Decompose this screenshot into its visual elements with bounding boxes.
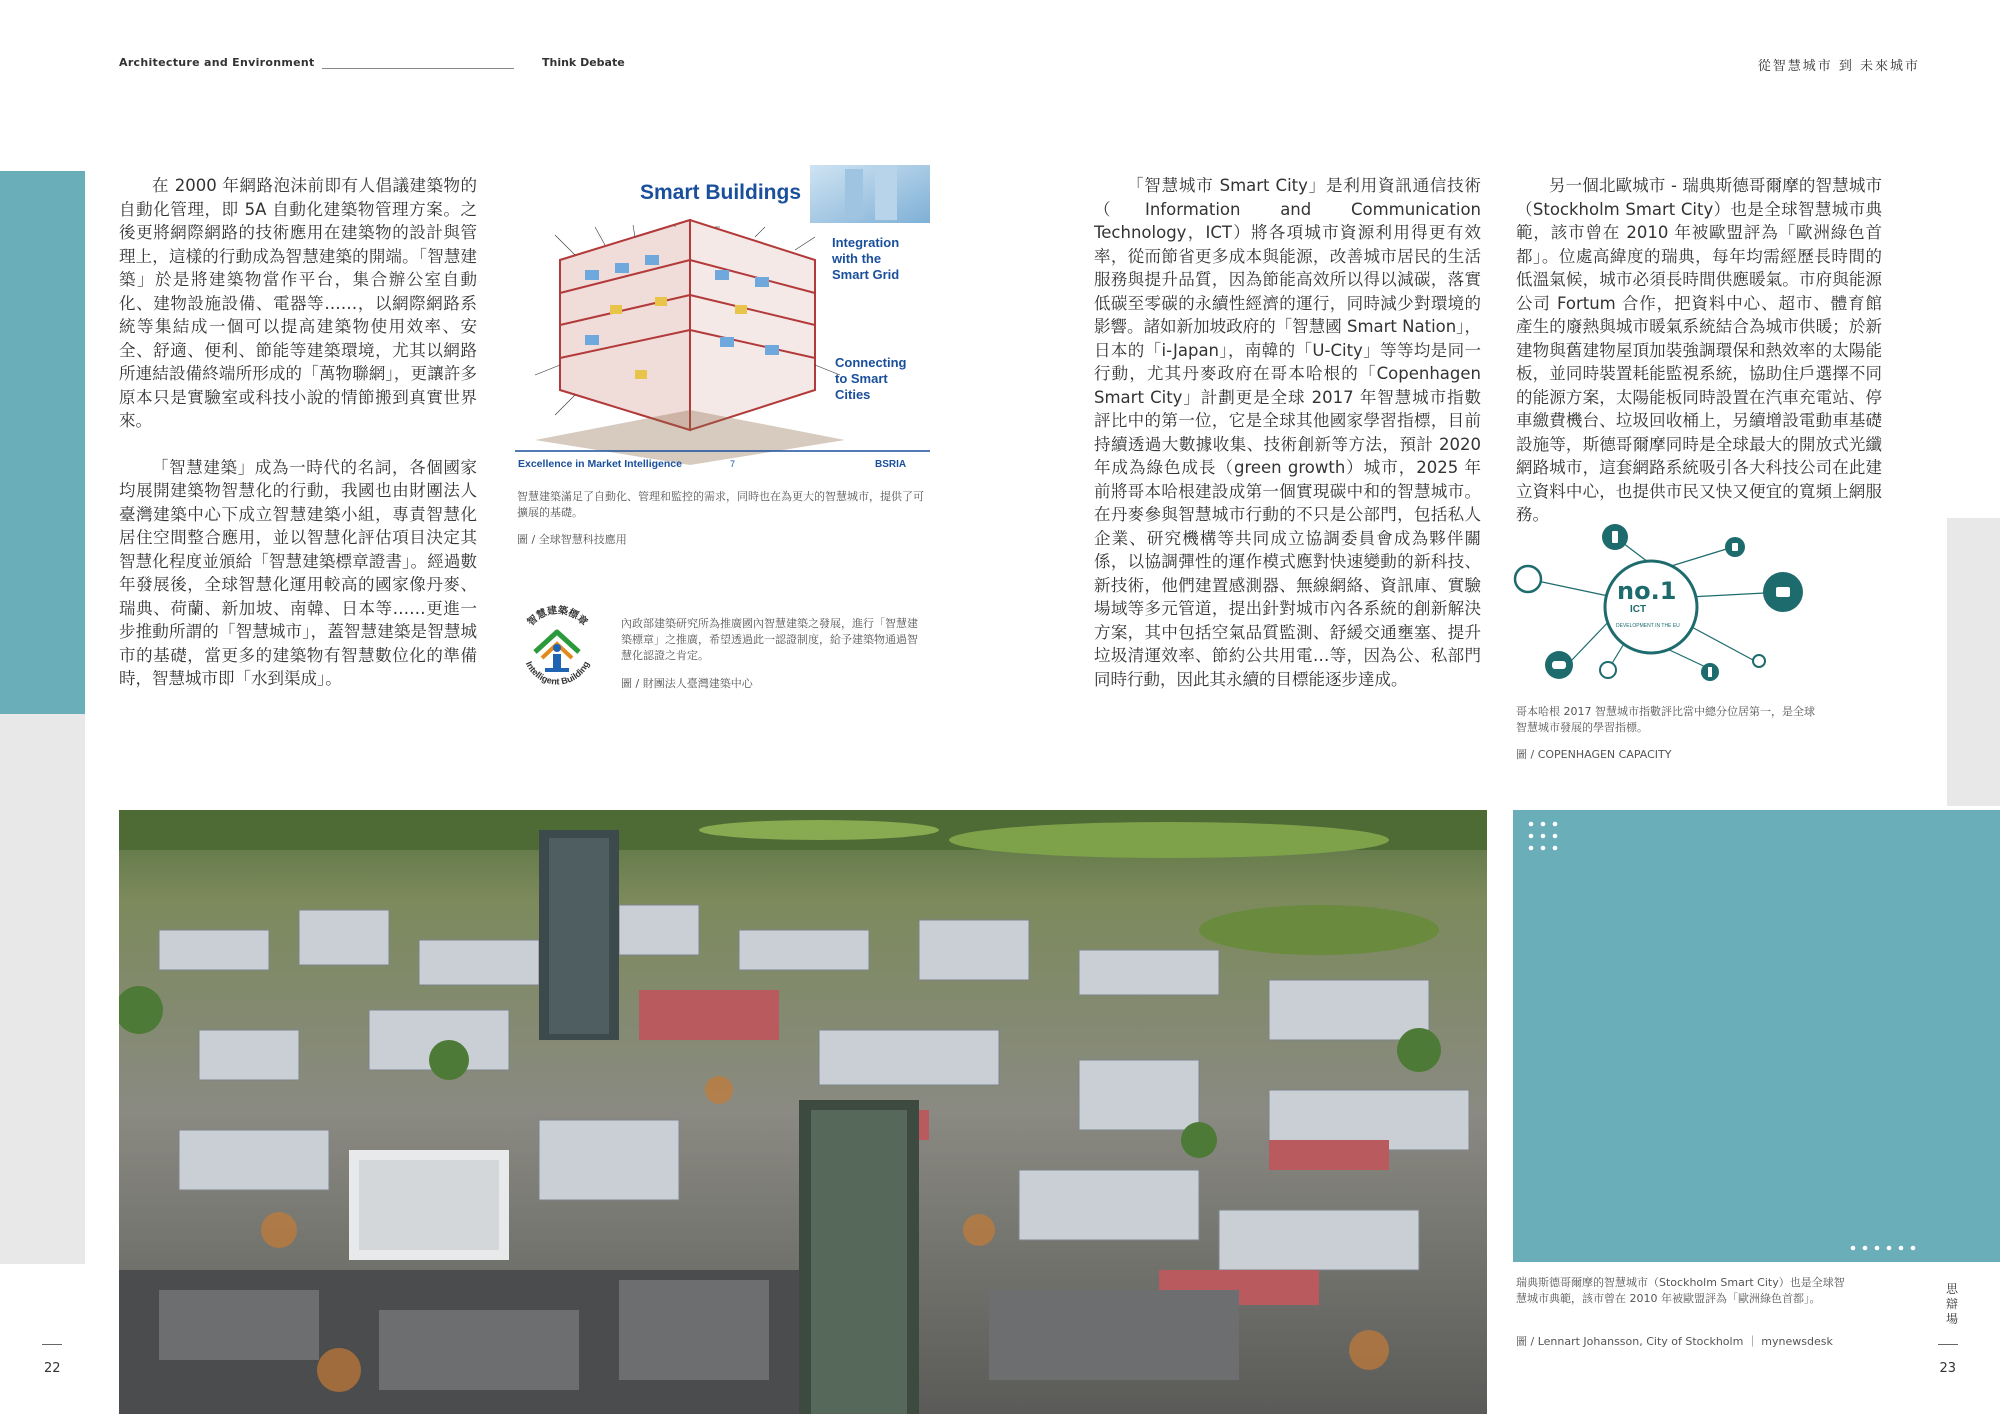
paragraph: 另一個北歐城市 - 瑞典斯德哥爾摩的智慧城市（Stockholm Smart City）也是全球智慧城市典範，該市曾在 2010 年被歐盟評為「歐洲綠色首都」。位處高緯度的瑞典，每年均需經歷長時間的低溫氣候，城市必須長時間供應暖氣。市府與能源公司 Fortum 合作，把資料中心、超市、體育館產生的廢熱與城市暖氣系統結合為城市供暖；於新建物與舊建物屋頂加裝強調環保和熱效率的太陽能板，並同時裝置耗能監視系統，協助住戶選擇不同的能源方案，太陽能板同時設置在汽車充電站、停車繳費機台、垃圾回收桶上，另續增設電動車基礎設施等，斯德哥爾摩同時是全球最大的開放式光纖網路城市，這套網路系統吸引各大科技公司在此建立資料中心，也提供市民又快又便宜的寬頻上網服務。 xyxy=(1516,176,1882,524)
figure-page: 7 xyxy=(730,459,736,469)
logo-caption: 內政部建築研究所為推廣國內智慧建築之發展，進行「智慧建築標章」之推廣，希望透過此一認證制度，給予建築物通過智慧化認證之肯定。 xyxy=(621,617,918,662)
page-number-right: 23 xyxy=(1939,1361,1956,1376)
ict-sub-text: DEVELOPMENT IN THE EU xyxy=(1616,623,1680,629)
grey-side-bar-right xyxy=(1947,518,2000,806)
column-3 xyxy=(1094,174,1481,714)
brand-label: BSRIA xyxy=(875,459,907,470)
intelligent-building-logo xyxy=(515,604,600,689)
cities-label: Connecting to Smart Cities xyxy=(835,355,907,402)
logo-credit: 圖 / 財團法人臺灣建築中心 xyxy=(621,677,753,690)
teal-decor-block xyxy=(1513,810,2000,1262)
section-side-tag: 思辯場 xyxy=(1945,1282,1958,1326)
column-label: Think Debate xyxy=(542,56,625,69)
figure-footer: Excellence in Market Intelligence xyxy=(518,458,682,470)
rank-text: no.1 xyxy=(1617,577,1677,605)
header-divider xyxy=(322,68,514,69)
page-number-left: 22 xyxy=(44,1361,61,1376)
copenhagen-caption: 哥本哈根 2017 智慧城市指數評比當中總分位居第一，是全球智慧城市發展的學習指標。 xyxy=(1516,705,1815,734)
smart-buildings-caption: 智慧建築滿足了自動化、管理和監控的需求，同時也在為更大的智慧城市，提供了可擴展的基礎。 xyxy=(517,490,924,519)
grid-label: Integration with the Smart Grid xyxy=(832,235,900,282)
grey-side-bar xyxy=(0,714,85,1264)
paragraph: 「智慧城市 Smart City」是利用資訊通信技術（Information and Communication Technology，ICT）將各項城市資源利用得更有效率，從而節省更多成本與能源，改善城市居民的生活服務與提升品質，因為節能高效所以得以減碳，落實低碳至零碳的永續性經濟的運行，同時減少對環境的影響。諸如新加坡政府的「智慧國 Smart Nation」，日本的「i-Japan」，南韓的「U-City」等等均是同一行動，尤其丹麥政府在哥本哈根的「Copenhagen Smart City」計劃更是全球 2017 年智慧城市指數評比中的第一位，它是全球其他國家學習指標，目前持續透過大數據收集、技術創新等方法，預計 2020 年成為綠色成長（green growth）城市，2025 年前將哥本哈根建設成第一個實現碳中和的智慧城市。在丹麥參與智慧城市行動的不只是公部門，包括私人企業、研究機構等共同成立協調委員會成為夥伴關係，以協調彈性的運作模式應對快速變動的新科技、新技術，他們建置感測器、無線網絡、資訊庫、實驗場域等多元管道，提出針對城市內各系統的創新解決方案，其中包括空氣品質監測、舒緩交通壅塞、提升垃圾清運效率、節約公共用電…等，因為公、私部門同時行動，因此其永續的目標能逐步達成。 xyxy=(1094,176,1481,689)
smart-buildings-figure xyxy=(515,165,930,473)
paragraph: 在 2000 年網路泡沫前即有人倡議建築物的自動化管理，即 5A 自動化建築物管理方案。之後更將網際網路的技術應用在建築物的設計與管理上，這樣的行動成為智慧建築的開端。「智慧建築」於是將建築物當作平台，集合辦公室自動化、建物設施設備、電器等……，以網際網路系統等集結成一個可以提高建築物使用效率、安全、舒適、便利、節能等建築環境，尤其以網路所連結設備終端所形成的「萬物聯網」，更讓許多原本只是實驗室或科技小說的情節搬到真實世界來。 xyxy=(119,176,477,430)
figure-title: Smart Buildings xyxy=(640,181,802,204)
page-rule-right xyxy=(1938,1344,1958,1345)
paragraph: 「智慧建築」成為一時代的名詞，各個國家均展開建築物智慧化的行動，我國也由財團法人臺灣建築中心下成立智慧建築小組，專責智慧化居住空間整合應用，並以智慧化評估項目決定其智慧化程度並頒給「智慧建築標章證書」。經過數年發展後，全球智慧化運用較高的國家像丹麥、瑞典、荷蘭、新加坡、南韓、日本等……更進一步推動所謂的「智慧城市」，蓋智慧建築是智慧城市的基礎，當更多的建築物有智慧數位化的準備時，智慧城市即「水到渠成」。 xyxy=(119,457,477,688)
stockholm-credit: 圖 / Lennart Johansson, City of Stockholm ｜ mynewsdesk xyxy=(1516,1335,1833,1348)
page-rule-left xyxy=(42,1344,62,1345)
article-title: 從智慧城市 到 未來城市 xyxy=(1757,59,1920,74)
column-4 xyxy=(1516,174,1882,550)
copenhagen-credit: 圖 / COPENHAGEN CAPACITY xyxy=(1516,748,1672,761)
logo-bottom-text: Intelligent Building xyxy=(523,659,592,687)
copenhagen-figure xyxy=(1513,517,1803,694)
section-label: Architecture and Environment xyxy=(119,56,315,69)
stockholm-aerial-photo xyxy=(119,810,1487,1414)
teal-side-bar xyxy=(0,171,85,714)
stockholm-caption: 瑞典斯德哥爾摩的智慧城市（Stockholm Smart City）也是全球智慧城市典範，該市曾在 2010 年被歐盟評為「歐洲綠色首都」。 xyxy=(1516,1276,1845,1305)
column-1 xyxy=(119,174,477,714)
smart-buildings-credit: 圖 / 全球智慧科技應用 xyxy=(517,533,627,546)
logo-top-text: 智慧建築標章 xyxy=(525,605,590,629)
ict-text: ICT xyxy=(1630,604,1647,615)
